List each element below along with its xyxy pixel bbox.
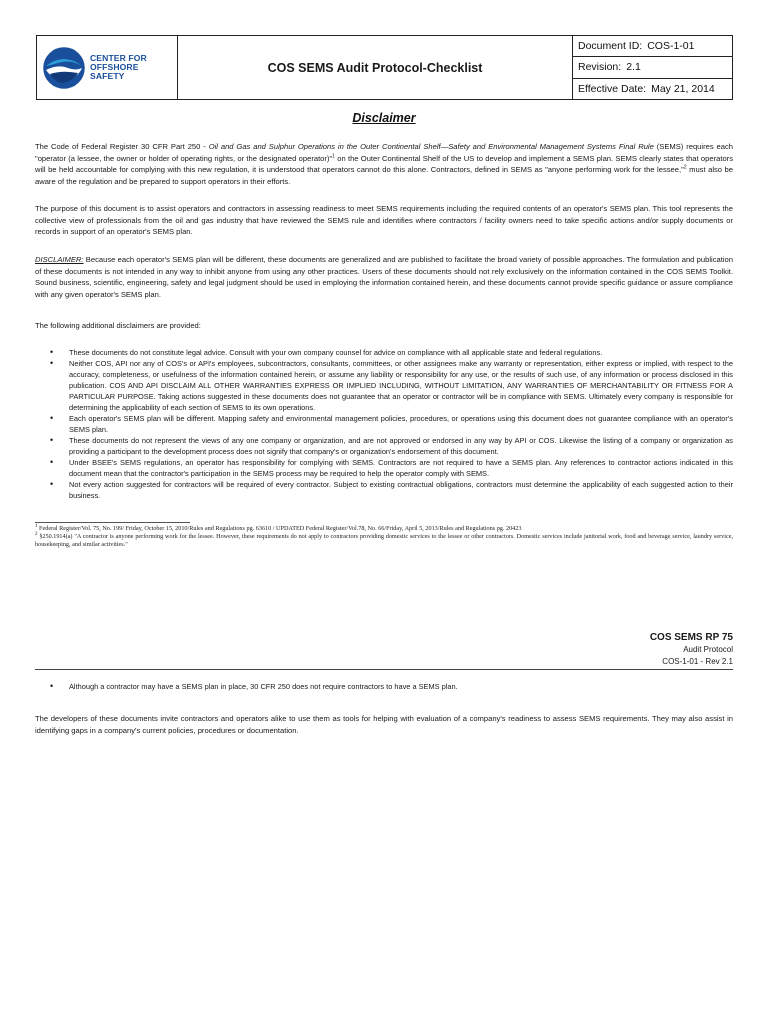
bullet-icon: • <box>50 347 54 357</box>
document-id-value: COS-1-01 <box>647 40 695 53</box>
footnote-1 <box>35 525 733 533</box>
document-id-label: Document ID: <box>578 40 643 53</box>
rule-title: Oil and Gas and Sulphur Operations in the Outer Continental Shelf—Safety and Environmental Management Systems Final Rule <box>208 142 654 151</box>
logo <box>37 36 178 99</box>
bullet-icon: • <box>50 358 54 368</box>
intro-text-1: The Code of Federal Register 30 CFR Part 250 - <box>35 142 209 151</box>
center-for-offshore-safety-logo-icon <box>42 46 86 90</box>
intro-text-2: (SEMS) requires each "operator (a lessee, the owner or holder of operating rights, or the designated operator)" <box>35 142 733 163</box>
effective-date-row <box>573 79 732 99</box>
list-item <box>35 479 733 501</box>
footer-doc-rev: COS-1-01 - Rev 2.1 <box>662 657 733 666</box>
intro-paragraph <box>35 141 733 187</box>
list-item-text: Each operator's SEMS plan will be different. Mapping safety and environmental management policies, procedures, or operations using this document does not guarantee compliance with an operator's SEMS plan. <box>69 414 733 434</box>
list-item-text: Neither COS, API nor any of COS's or API's employees, subcontractors, consultants, committees, or other assignees make any warranty or representation, either express or implied, with respect to the accuracy, completeness, or usefulness of the information contained herein, or assume any liability or responsibility for any use, or the results of such use, of any information or process disclosed in this publication. COS AND API DISCLAIM ALL OTHER WARRANTIES EXPRESS OR IMPLIED INCLUDING, WITHOUT LIMITATION, ANY WARRANTIES OF MERCHANTABILITY OR FITNESS FOR A PARTICULAR PURPOSE. Taking actions suggested in these documents does not guarantee that an operator or contractor will be in compliance with SEMS. Ultimately every company is responsible for determining the applicability of each section of SEMS to its own operations. <box>69 359 733 412</box>
list-item <box>35 358 733 413</box>
page2-list <box>35 681 733 692</box>
list-item <box>35 347 733 358</box>
list-item-text: Although a contractor may have a SEMS plan in place, 30 CFR 250 does not require contractors to have a SEMS plan. <box>69 682 458 691</box>
revision-row <box>573 57 732 78</box>
logo-line-2: OFFSHORE <box>90 62 139 72</box>
effective-date-label: Effective Date: <box>578 82 647 95</box>
footnote-divider <box>35 522 190 523</box>
footer-subtitle: Audit Protocol <box>683 645 733 654</box>
footnote-ref-2: 2 <box>683 164 687 171</box>
revision-label: Revision: <box>578 61 622 74</box>
list-item-text: Under BSEE's SEMS regulations, an operator has responsibility for complying with SEMS. Contractors are not required to have a SEMS plan. Any references to contractor actions indicated in this document mean that the contractor's participation in the SEMS process may be required to help the operator comply with SEMS. <box>69 458 733 478</box>
footer-title: COS SEMS RP 75 <box>649 632 733 643</box>
document-id-row <box>573 36 732 57</box>
list-item <box>35 457 733 479</box>
logo-line-3: SAFETY <box>90 71 125 81</box>
list-item-text: These documents do not represent the views of any one company or organization, and are not approved or endorsed in any way by API or COS. Likewise the listing of a company or organization as providing a participant to the development process does not signify that company's or organization's endorsement of this document. <box>69 436 733 456</box>
list-item <box>35 413 733 435</box>
disclaimer-list <box>35 347 733 501</box>
page-footer <box>650 631 733 668</box>
footnote-2 <box>35 533 733 549</box>
list-item <box>35 681 733 692</box>
list-item-text: These documents do not constitute legal advice. Consult with your own company counsel for advice on compliance with all applicable state and federal regulations. <box>69 348 603 357</box>
footnote-mark: 1 <box>35 523 38 529</box>
footnote-mark: 2 <box>35 531 38 537</box>
purpose-paragraph: The purpose of this document is to assist operators and contractors in assessing readiness to meet SEMS requirements including the required contents of an operator's SEMS plan. This tool represents the collective view of professionals from the oil and gas industry that have reviewed the SEMS rule and identifies where contractors / facility owners need to take specific actions and/or supply documents or records in support of an operator's SEMS plan. <box>35 204 733 236</box>
disclaimer-paragraph <box>35 254 733 300</box>
section-title: Disclaimer <box>352 111 416 125</box>
bullet-icon: • <box>50 681 54 691</box>
intro-text-3: on the Outer Continental Shelf of the US to develop and implement a SEMS plan. SEMS clearly states that operators will be held accountable for complying with this new regulation, it is understood that operators cannot do this alone. Contractors, defined in SEMS as "anyone performing work for the lessee," <box>35 153 733 174</box>
additional-disclaimers-intro: The following additional disclaimers are provided: <box>35 321 201 330</box>
footnote-text: Federal Register/Vol. 75, No. 199/ Friday, October 15, 2010/Rules and Regulations pg. 63610 / UPDATED Federal Register/Vol.78, No. 66/Friday, April 5, 2013/Rules and Regulations pg. 20423 <box>37 525 522 532</box>
revision-value: 2.1 <box>626 61 641 74</box>
effective-date-value: May 21, 2014 <box>651 82 715 95</box>
document-header <box>36 35 733 100</box>
bullet-icon: • <box>50 413 54 423</box>
bullet-icon: • <box>50 435 54 445</box>
list-item-text: Not every action suggested for contractors will be required of every contractor. Subject to existing contractual obligations, contractors must determine the applicability of each suggested action to their business. <box>69 480 733 500</box>
disclaimer-text: Because each operator's SEMS plan will be different, these documents are generalized and are published to facilitate the broad variety of possible approaches. The formulation and publication of these documents is not intended in any way to inhibit anyone from using any other practices. Users of these documents should not rely exclusively on the information contained in the COS SEMS Toolkit. Sound business, scientific, engineering, safety and legal judgment should be used in employing the information contained herein, and these documents cannot provide specific guidance or assure compliance with any given operator's SEMS plan. <box>35 255 733 299</box>
bullet-icon: • <box>50 457 54 467</box>
list-item <box>35 435 733 457</box>
document-meta <box>573 36 732 99</box>
footnote-text: §250.1914(a) "A contractor is anyone performing work for the lessee. However, these requirements do not apply to contractors providing domestic services to the lessee or other contractors. Domestic services include janitorial work, food and beverage service, laundry service, housekeeping, and similar activities." <box>35 533 733 548</box>
page-divider <box>35 669 733 670</box>
developers-paragraph: The developers of these documents invite contractors and operators alike to use them as tools for helping with evaluation of a company's readiness to assess SEMS requirements. They may also assist in identifying gaps in a company's current policies, procedures or documentation. <box>35 714 733 735</box>
bullet-icon: • <box>50 479 54 489</box>
disclaimer-label: DISCLAIMER: <box>35 255 84 264</box>
logo-text <box>90 54 147 81</box>
intro-text-4: must also be aware of the regulation and be prepared to support operators in their efforts. <box>35 165 733 186</box>
logo-line-1: CENTER FOR <box>90 53 147 63</box>
document-title: COS SEMS Audit Protocol-Checklist <box>178 36 573 99</box>
footnote-ref-1: 1 <box>332 152 335 159</box>
